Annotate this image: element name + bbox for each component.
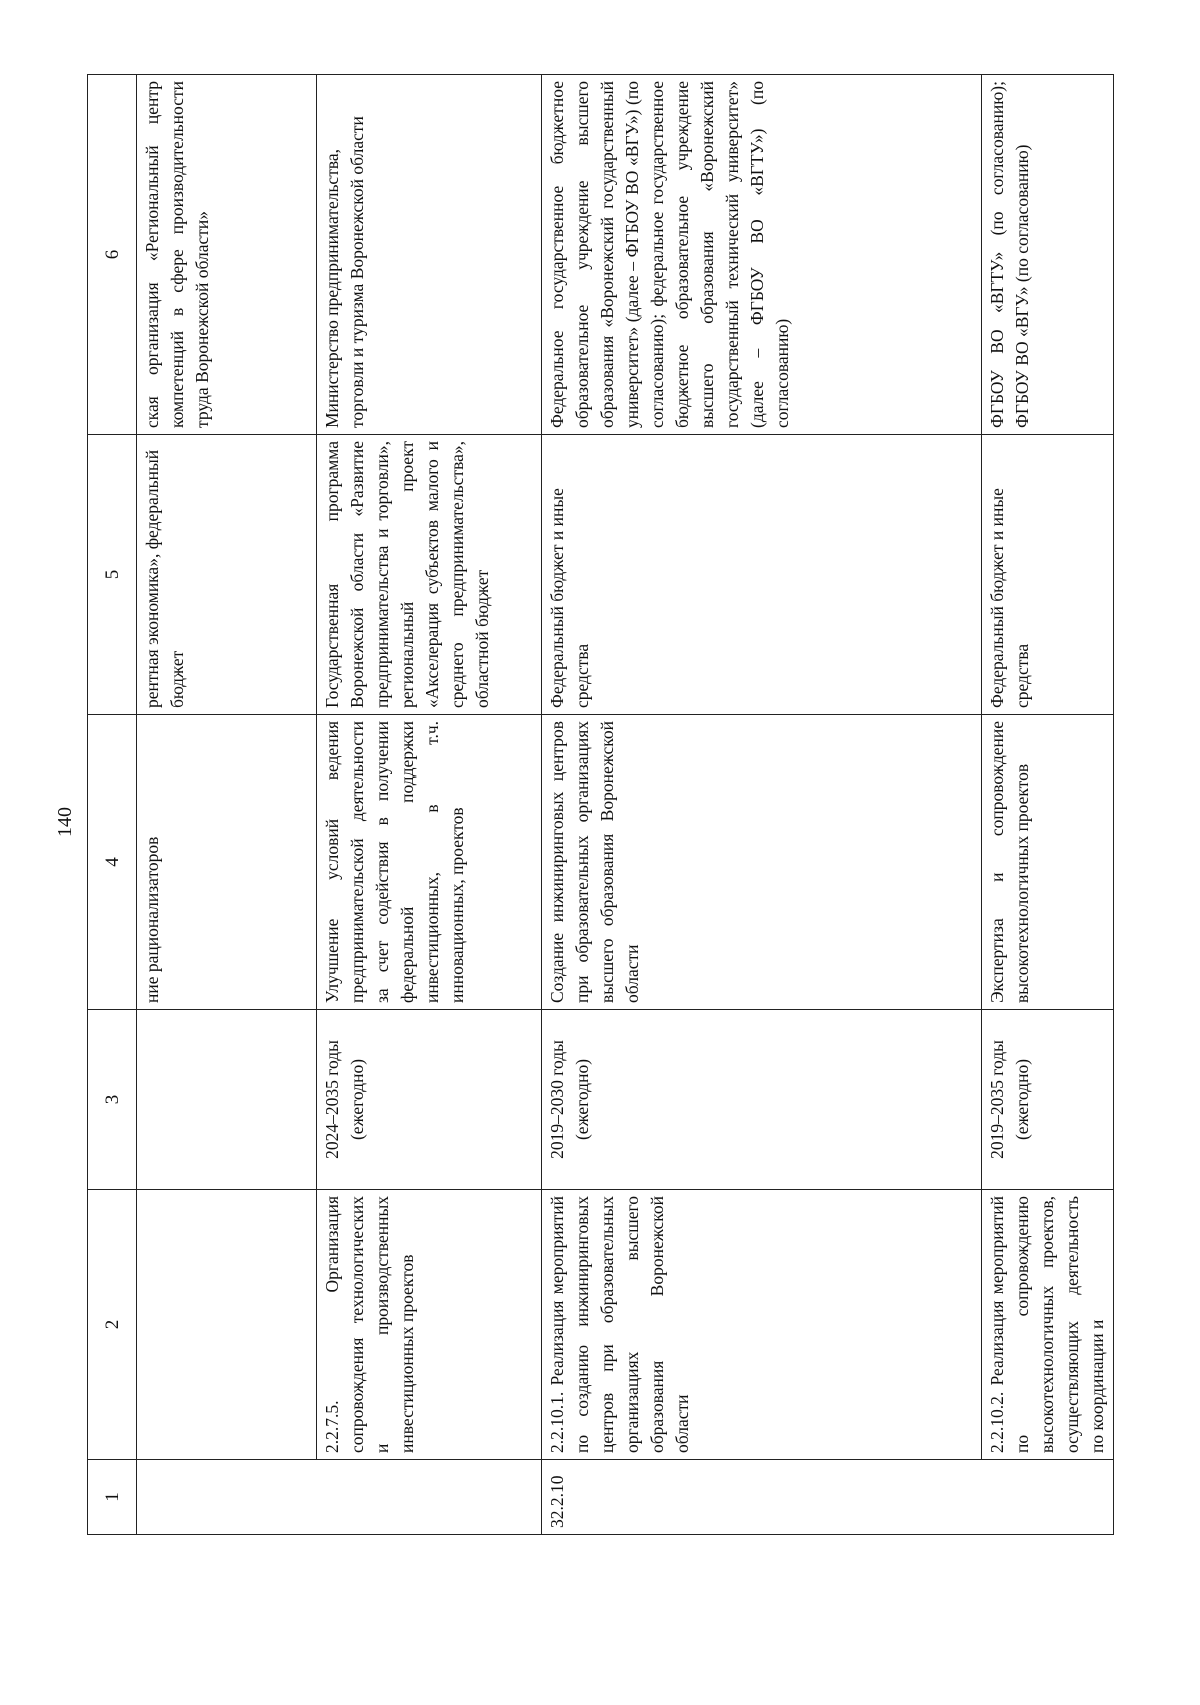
- table-row: [137, 75, 317, 1535]
- cell-period: 2019–2035 годы (ежегодно): [982, 1010, 1114, 1190]
- column-header-6: 6: [88, 75, 137, 435]
- cell-measure: 2.2.10.1. Реализация мероприятий по созданию инжиниринговых центров при образовательных организациях высшего образования Воронежской области: [542, 1190, 982, 1460]
- cell-result: ние рационализаторов: [137, 715, 317, 1010]
- cell-executor: Федеральное государственное бюджетное образовательное учреждение высшего образования «Воронежский государственный университет» (далее – ФГБОУ ВО «ВГУ») (по согласованию); федеральное государственное бюджетное образовательное учреждение высшего образования «Воронежский государственный технический университет» (далее – ФГБОУ ВО «ВГТУ») (по согласованию): [542, 75, 982, 435]
- table-row: [317, 75, 542, 1535]
- cell-funding: рентная экономика», федеральный бюджет: [137, 435, 317, 715]
- cell-funding: Федеральный бюджет и иные средства: [982, 435, 1114, 715]
- cell-period: [137, 1010, 317, 1190]
- cell-period: 2024–2035 годы (ежегодно): [317, 1010, 542, 1190]
- cell-measure: 2.2.10.2. Реализация мероприятий по сопровождению высокотехнологичных проектов, осуществляющих деятельность по координации и: [982, 1190, 1114, 1460]
- cell-executor: ФГБОУ ВО «ВГТУ» (по согласованию); ФГБОУ ВО «ВГУ» (по согласованию): [982, 75, 1114, 435]
- cell-funding: Государственная программа Воронежской области «Развитие предпринимательства и торговли», региональный проект «Акселерация субъектов малого и среднего предпринимательства», областной бюджет: [317, 435, 542, 715]
- cell-funding: Федеральный бюджет и иные средства: [542, 435, 982, 715]
- table-row: [982, 75, 1114, 1535]
- cell-period: 2019–2030 годы (ежегодно): [542, 1010, 982, 1190]
- column-header-2: 2: [88, 1190, 137, 1460]
- cell-measure: 2.2.7.5. Организация сопровождения технологических и производственных инвестиционных проектов: [317, 1190, 542, 1460]
- measures-table: [87, 74, 1114, 1535]
- cell-result: Экспертиза и сопровождение высокотехнологичных проектов: [982, 715, 1114, 1010]
- cell-result: Создание инжиниринговых центров при образовательных организациях высшего образования Воронежской области: [542, 715, 982, 1010]
- header-row: [88, 75, 137, 1535]
- table-row: [542, 75, 982, 1535]
- cell-executor: ская организация «Региональный центр компетенций в сфере производительности труда Воронежской области»: [137, 75, 317, 435]
- cell-measure: [137, 1190, 317, 1460]
- cell-result: Улучшение условий ведения предпринимательской деятельности за счет содействия в получении федеральной поддержки инвестиционных, в т.ч. инновационных, проектов: [317, 715, 542, 1010]
- column-header-4: 4: [88, 715, 137, 1010]
- rotated-table-frame: [87, 75, 1107, 1535]
- column-header-3: 3: [88, 1010, 137, 1190]
- cell-executor: Министерство предпринимательства, торговли и туризма Воронежской области: [317, 75, 542, 435]
- cell-number: 32.2.10: [542, 1460, 1114, 1535]
- page-number: 140: [54, 807, 76, 837]
- rotated-table-sheet: [87, 75, 1107, 1535]
- column-header-1: 1: [88, 1460, 137, 1535]
- cell-number: [137, 1460, 542, 1535]
- column-header-5: 5: [88, 435, 137, 715]
